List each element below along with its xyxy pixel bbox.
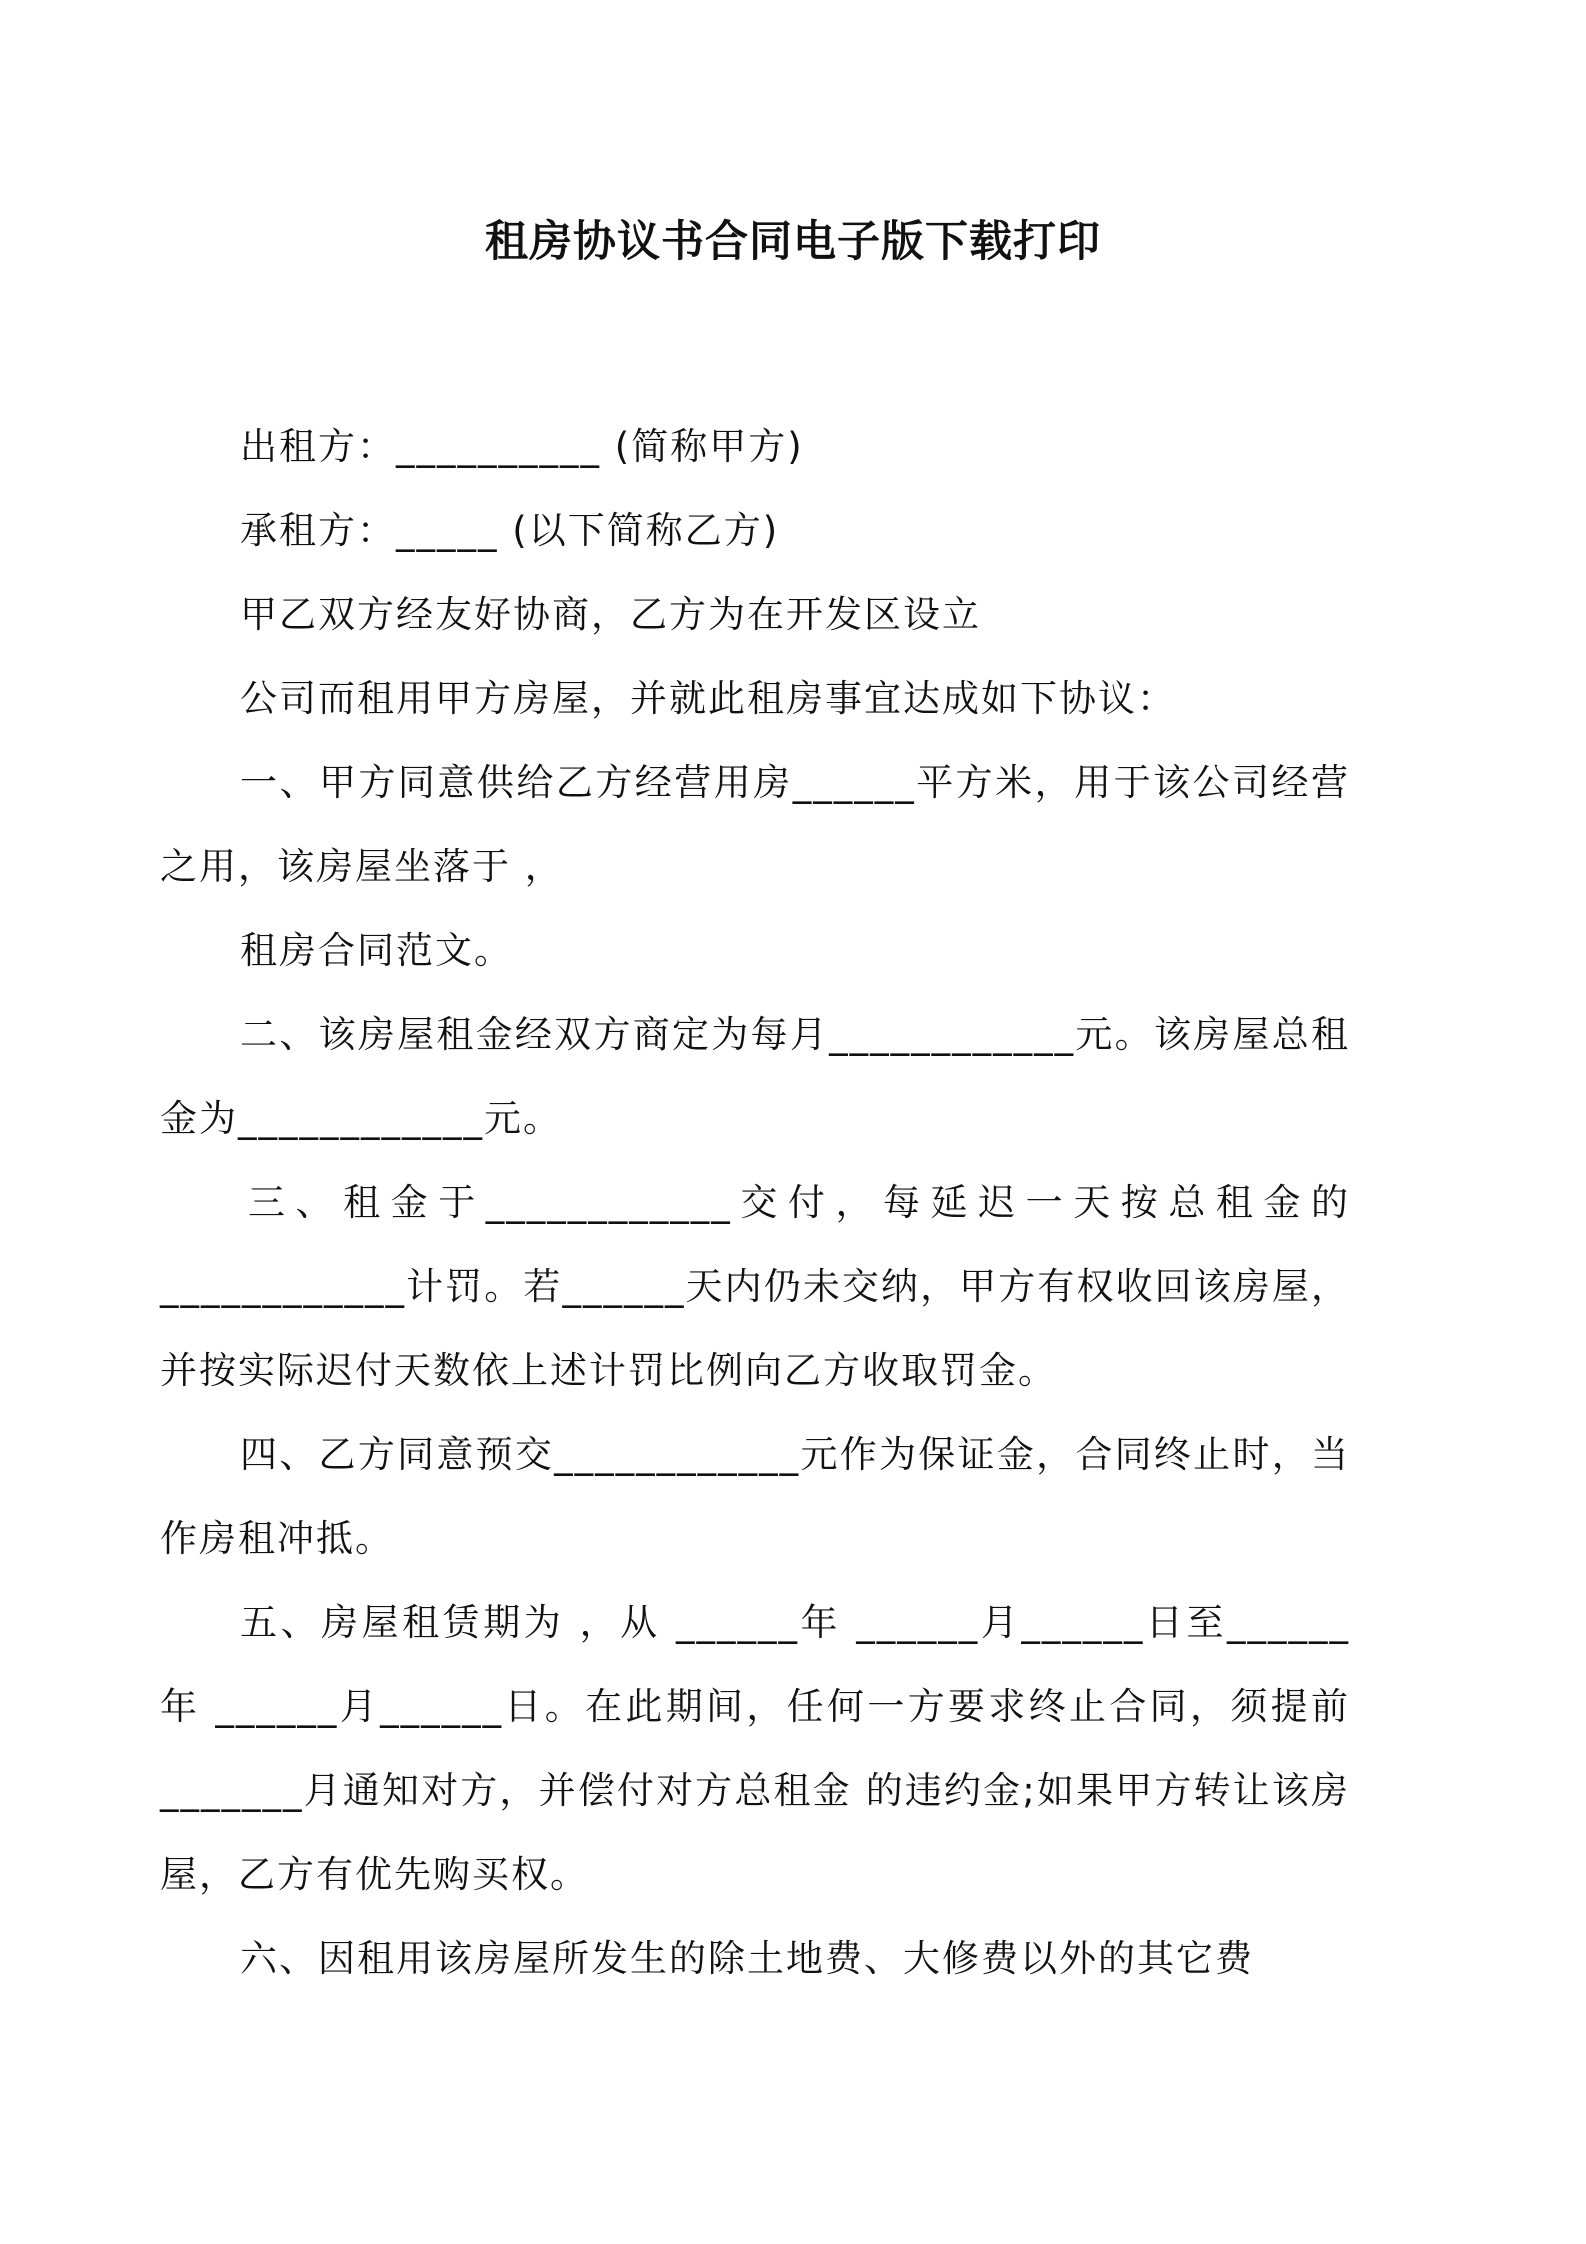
lessor-line: 出租方：__________ (简称甲方) xyxy=(240,425,804,468)
clause-2: 二、该房屋租金经双方商定为每月____________元。该房屋总租金为____________元。 xyxy=(160,1013,1350,1140)
clause-1: 一、甲方同意供给乙方经营用房______平方米，用于该公司经营之用，该房屋坐落于 ， xyxy=(160,761,1350,888)
clause-4: 四、乙方同意预交____________元作为保证金，合同终止时，当作房租冲抵。 xyxy=(160,1433,1350,1560)
clause-6: 六、因租用该房屋所发生的除土地费、大修费以外的其它费 xyxy=(240,1937,1254,1980)
document-title: 租房协议书合同电子版下载打印 xyxy=(485,217,1101,267)
clause-1-continued: 租房合同范文。 xyxy=(240,929,513,972)
clause-5: 五、房屋租赁期为 ，从 ______年 ______月______日至______年 ______月______日。在此期间，任何一方要求终止合同，须提前_______月通知对方，并偿付对方总租金 的违约金;如果甲方转让该房屋，乙方有优先购买权。 xyxy=(160,1601,1350,1896)
preamble-line-2: 公司而租用甲方房屋，并就此租房事宜达成如下协议： xyxy=(240,677,1176,720)
preamble-line-1: 甲乙双方经友好协商，乙方为在开发区设立 xyxy=(240,593,981,636)
lessee-line: 承租方：_____ (以下简称乙方) xyxy=(240,509,780,552)
document-body xyxy=(160,405,1350,2001)
clause-3: 三、租金于____________交付，每延迟一天按总租金的____________计罚。若______天内仍未交纳，甲方有权收回该房屋，并按实际迟付天数依上述计罚比例向乙方收取罚金。 xyxy=(160,1181,1350,1392)
